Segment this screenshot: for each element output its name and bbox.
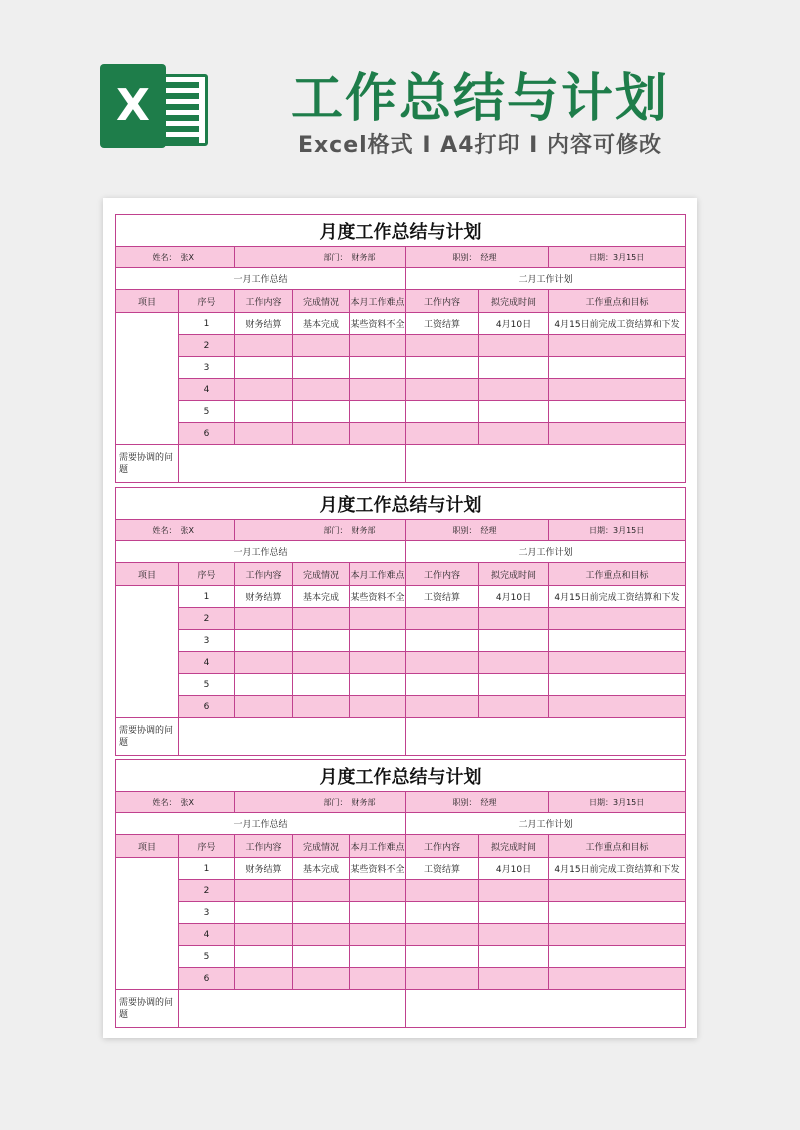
header-work-content: 工作内容 <box>235 835 293 858</box>
work-content-cell[interactable]: 财务结算 <box>235 586 293 608</box>
date-cell[interactable] <box>549 247 686 268</box>
status-cell[interactable] <box>293 335 350 357</box>
plan-content-cell[interactable]: 工资结算 <box>406 313 479 335</box>
header-difficulty: 本月工作难点 <box>350 835 406 858</box>
coordination-plan-cell[interactable] <box>406 990 686 1028</box>
status-cell[interactable] <box>293 652 350 674</box>
position-label: 职别： <box>406 792 479 813</box>
plan-content-cell[interactable] <box>406 946 479 968</box>
plan-content-cell[interactable] <box>406 674 479 696</box>
difficulty-cell[interactable] <box>350 652 406 674</box>
date-value: 3月15日 <box>613 252 645 262</box>
header-plan-goal: 工作重点和目标 <box>549 563 686 586</box>
difficulty-cell[interactable] <box>350 608 406 630</box>
work-content-cell[interactable]: 财务结算 <box>235 313 293 335</box>
date-value: 3月15日 <box>613 797 645 807</box>
row-number: 1 <box>179 586 235 608</box>
work-content-cell[interactable] <box>235 924 293 946</box>
work-content-cell[interactable]: 财务结算 <box>235 858 293 880</box>
status-cell[interactable] <box>293 630 350 652</box>
header-seq: 序号 <box>179 290 235 313</box>
section-plan-title: 二月工作计划 <box>406 813 686 835</box>
report-title: 月度工作总结与计划 <box>116 215 686 247</box>
plan-time-cell[interactable] <box>479 630 549 652</box>
plan-content-cell[interactable] <box>406 968 479 990</box>
spreadsheet-paper <box>103 198 697 1038</box>
plan-content-cell[interactable] <box>406 335 479 357</box>
difficulty-cell[interactable]: 某些资料不全 <box>350 586 406 608</box>
status-cell[interactable] <box>293 880 350 902</box>
header-work-content: 工作内容 <box>235 563 293 586</box>
plan-goal-cell[interactable] <box>549 696 686 718</box>
coordination-summary-cell[interactable] <box>179 990 406 1028</box>
row-number: 5 <box>179 674 235 696</box>
difficulty-cell[interactable] <box>350 674 406 696</box>
header-seq: 序号 <box>179 835 235 858</box>
coordination-summary-cell[interactable] <box>179 718 406 756</box>
page-title: 工作总结与计划 <box>290 69 669 129</box>
header-plan-time: 拟完成时间 <box>479 563 549 586</box>
plan-time-cell[interactable]: 4月10日 <box>479 313 549 335</box>
row-number: 6 <box>179 423 235 445</box>
report-block-2 <box>115 487 685 756</box>
row-number: 3 <box>179 357 235 379</box>
status-cell[interactable] <box>293 968 350 990</box>
row-number: 5 <box>179 401 235 423</box>
difficulty-cell[interactable] <box>350 401 406 423</box>
date-label: 日期： <box>589 525 613 535</box>
work-content-cell[interactable] <box>235 357 293 379</box>
date-value: 3月15日 <box>613 525 645 535</box>
status-cell[interactable]: 基本完成 <box>293 586 350 608</box>
row-number: 2 <box>179 335 235 357</box>
name-value[interactable]: 张X <box>179 520 235 541</box>
header-plan-goal: 工作重点和目标 <box>549 835 686 858</box>
coordination-label: 需要协调的问题 <box>116 445 179 483</box>
plan-goal-cell[interactable] <box>549 357 686 379</box>
plan-time-cell[interactable] <box>479 696 549 718</box>
plan-content-cell[interactable] <box>406 379 479 401</box>
work-content-cell[interactable] <box>235 630 293 652</box>
plan-content-cell[interactable] <box>406 880 479 902</box>
status-cell[interactable] <box>293 902 350 924</box>
header-difficulty: 本月工作难点 <box>350 563 406 586</box>
work-content-cell[interactable] <box>235 379 293 401</box>
project-cell[interactable] <box>116 313 179 445</box>
section-plan-title: 二月工作计划 <box>406 268 686 290</box>
work-content-cell[interactable] <box>235 608 293 630</box>
report-table <box>115 214 686 483</box>
status-cell[interactable] <box>293 674 350 696</box>
plan-goal-cell[interactable] <box>549 924 686 946</box>
status-cell[interactable] <box>293 608 350 630</box>
status-cell[interactable]: 基本完成 <box>293 858 350 880</box>
plan-content-cell[interactable] <box>406 608 479 630</box>
row-number: 3 <box>179 902 235 924</box>
difficulty-cell[interactable] <box>350 902 406 924</box>
status-cell[interactable] <box>293 924 350 946</box>
header-seq: 序号 <box>179 563 235 586</box>
plan-goal-cell[interactable]: 4月15日前完成工资结算和下发 <box>549 586 686 608</box>
section-plan-title: 二月工作计划 <box>406 541 686 563</box>
project-cell[interactable] <box>116 858 179 990</box>
report-table <box>115 759 686 1028</box>
plan-content-cell[interactable] <box>406 902 479 924</box>
plan-content-cell[interactable]: 工资结算 <box>406 586 479 608</box>
work-content-cell[interactable] <box>235 674 293 696</box>
plan-time-cell[interactable] <box>479 423 549 445</box>
row-number: 2 <box>179 608 235 630</box>
dept-value[interactable]: 财务部 <box>350 792 406 813</box>
row-number: 5 <box>179 946 235 968</box>
difficulty-cell[interactable] <box>350 423 406 445</box>
name-value[interactable]: 张X <box>179 247 235 268</box>
report-table <box>115 487 686 756</box>
dept-value[interactable]: 财务部 <box>350 247 406 268</box>
coordination-plan-cell[interactable] <box>406 445 686 483</box>
plan-time-cell[interactable] <box>479 968 549 990</box>
plan-goal-cell[interactable]: 4月15日前完成工资结算和下发 <box>549 313 686 335</box>
plan-goal-cell[interactable] <box>549 630 686 652</box>
coordination-summary-cell[interactable] <box>179 445 406 483</box>
difficulty-cell[interactable] <box>350 880 406 902</box>
position-value[interactable]: 经理 <box>479 792 549 813</box>
plan-goal-cell[interactable] <box>549 902 686 924</box>
work-content-cell[interactable] <box>235 652 293 674</box>
plan-goal-cell[interactable] <box>549 968 686 990</box>
date-label: 日期： <box>589 252 613 262</box>
plan-content-cell[interactable] <box>406 401 479 423</box>
header-work-content: 工作内容 <box>235 290 293 313</box>
plan-content-cell[interactable] <box>406 696 479 718</box>
page-subtitle: Excel格式 I A4打印 I 内容可修改 <box>297 133 663 158</box>
position-value[interactable]: 经理 <box>479 247 549 268</box>
header-difficulty: 本月工作难点 <box>350 290 406 313</box>
plan-time-cell[interactable] <box>479 880 549 902</box>
header-project: 项目 <box>116 563 179 586</box>
header-plan-content: 工作内容 <box>406 835 479 858</box>
report-block-3 <box>115 759 685 1028</box>
position-value[interactable]: 经理 <box>479 520 549 541</box>
work-content-cell[interactable] <box>235 423 293 445</box>
date-cell[interactable] <box>549 792 686 813</box>
plan-goal-cell[interactable] <box>549 652 686 674</box>
dept-label: 部门： <box>235 520 350 541</box>
difficulty-cell[interactable] <box>350 335 406 357</box>
difficulty-cell[interactable] <box>350 357 406 379</box>
plan-goal-cell[interactable] <box>549 379 686 401</box>
name-label: 姓名： <box>116 520 179 541</box>
work-content-cell[interactable] <box>235 696 293 718</box>
plan-content-cell[interactable] <box>406 357 479 379</box>
dept-label: 部门： <box>235 247 350 268</box>
dept-value[interactable]: 财务部 <box>350 520 406 541</box>
header-project: 项目 <box>116 290 179 313</box>
status-cell[interactable] <box>293 946 350 968</box>
plan-goal-cell[interactable] <box>549 608 686 630</box>
plan-content-cell[interactable] <box>406 652 479 674</box>
row-number: 6 <box>179 696 235 718</box>
dept-label: 部门： <box>235 792 350 813</box>
plan-time-cell[interactable] <box>479 946 549 968</box>
name-value[interactable]: 张X <box>179 792 235 813</box>
row-number: 4 <box>179 379 235 401</box>
plan-goal-cell[interactable] <box>549 335 686 357</box>
row-number: 2 <box>179 880 235 902</box>
status-cell[interactable]: 基本完成 <box>293 313 350 335</box>
header-plan-content: 工作内容 <box>406 290 479 313</box>
plan-goal-cell[interactable] <box>549 880 686 902</box>
section-summary-title: 一月工作总结 <box>116 541 406 563</box>
plan-time-cell[interactable] <box>479 608 549 630</box>
difficulty-cell[interactable]: 某些资料不全 <box>350 858 406 880</box>
header-plan-content: 工作内容 <box>406 563 479 586</box>
plan-goal-cell[interactable] <box>549 674 686 696</box>
position-label: 职别： <box>406 247 479 268</box>
coordination-label: 需要协调的问题 <box>116 718 179 756</box>
report-title: 月度工作总结与计划 <box>116 760 686 792</box>
status-cell[interactable] <box>293 401 350 423</box>
header-plan-time: 拟完成时间 <box>479 835 549 858</box>
plan-goal-cell[interactable]: 4月15日前完成工资结算和下发 <box>549 858 686 880</box>
coordination-plan-cell[interactable] <box>406 718 686 756</box>
plan-content-cell[interactable] <box>406 924 479 946</box>
plan-goal-cell[interactable] <box>549 423 686 445</box>
work-content-cell[interactable] <box>235 335 293 357</box>
plan-time-cell[interactable]: 4月10日 <box>479 858 549 880</box>
plan-content-cell[interactable] <box>406 423 479 445</box>
header-plan-goal: 工作重点和目标 <box>549 290 686 313</box>
status-cell[interactable] <box>293 423 350 445</box>
report-title: 月度工作总结与计划 <box>116 488 686 520</box>
work-content-cell[interactable] <box>235 401 293 423</box>
excel-icon <box>100 56 210 156</box>
header-status: 完成情况 <box>293 290 350 313</box>
section-summary-title: 一月工作总结 <box>116 813 406 835</box>
difficulty-cell[interactable] <box>350 696 406 718</box>
row-number: 3 <box>179 630 235 652</box>
plan-time-cell[interactable] <box>479 401 549 423</box>
plan-time-cell[interactable] <box>479 902 549 924</box>
work-content-cell[interactable] <box>235 946 293 968</box>
difficulty-cell[interactable]: 某些资料不全 <box>350 313 406 335</box>
plan-time-cell[interactable] <box>479 379 549 401</box>
difficulty-cell[interactable] <box>350 379 406 401</box>
work-content-cell[interactable] <box>235 968 293 990</box>
plan-goal-cell[interactable] <box>549 401 686 423</box>
difficulty-cell[interactable] <box>350 946 406 968</box>
difficulty-cell[interactable] <box>350 630 406 652</box>
difficulty-cell[interactable] <box>350 924 406 946</box>
row-number: 4 <box>179 652 235 674</box>
difficulty-cell[interactable] <box>350 968 406 990</box>
coordination-label: 需要协调的问题 <box>116 990 179 1028</box>
status-cell[interactable] <box>293 696 350 718</box>
row-number: 1 <box>179 313 235 335</box>
status-cell[interactable] <box>293 379 350 401</box>
plan-time-cell[interactable] <box>479 674 549 696</box>
header-status: 完成情况 <box>293 563 350 586</box>
row-number: 6 <box>179 968 235 990</box>
header-project: 项目 <box>116 835 179 858</box>
section-summary-title: 一月工作总结 <box>116 268 406 290</box>
work-content-cell[interactable] <box>235 902 293 924</box>
plan-time-cell[interactable] <box>479 335 549 357</box>
name-label: 姓名： <box>116 247 179 268</box>
row-number: 1 <box>179 858 235 880</box>
plan-time-cell[interactable] <box>479 652 549 674</box>
status-cell[interactable] <box>293 357 350 379</box>
name-label: 姓名： <box>116 792 179 813</box>
report-block-1 <box>115 214 685 483</box>
plan-content-cell[interactable]: 工资结算 <box>406 858 479 880</box>
row-number: 4 <box>179 924 235 946</box>
plan-time-cell[interactable] <box>479 357 549 379</box>
date-cell[interactable] <box>549 520 686 541</box>
plan-time-cell[interactable]: 4月10日 <box>479 586 549 608</box>
page-header <box>0 0 800 200</box>
header-status: 完成情况 <box>293 835 350 858</box>
header-plan-time: 拟完成时间 <box>479 290 549 313</box>
work-content-cell[interactable] <box>235 880 293 902</box>
plan-goal-cell[interactable] <box>549 946 686 968</box>
plan-time-cell[interactable] <box>479 924 549 946</box>
position-label: 职别： <box>406 520 479 541</box>
date-label: 日期： <box>589 797 613 807</box>
plan-content-cell[interactable] <box>406 630 479 652</box>
project-cell[interactable] <box>116 586 179 718</box>
excel-letter: X <box>116 80 150 131</box>
